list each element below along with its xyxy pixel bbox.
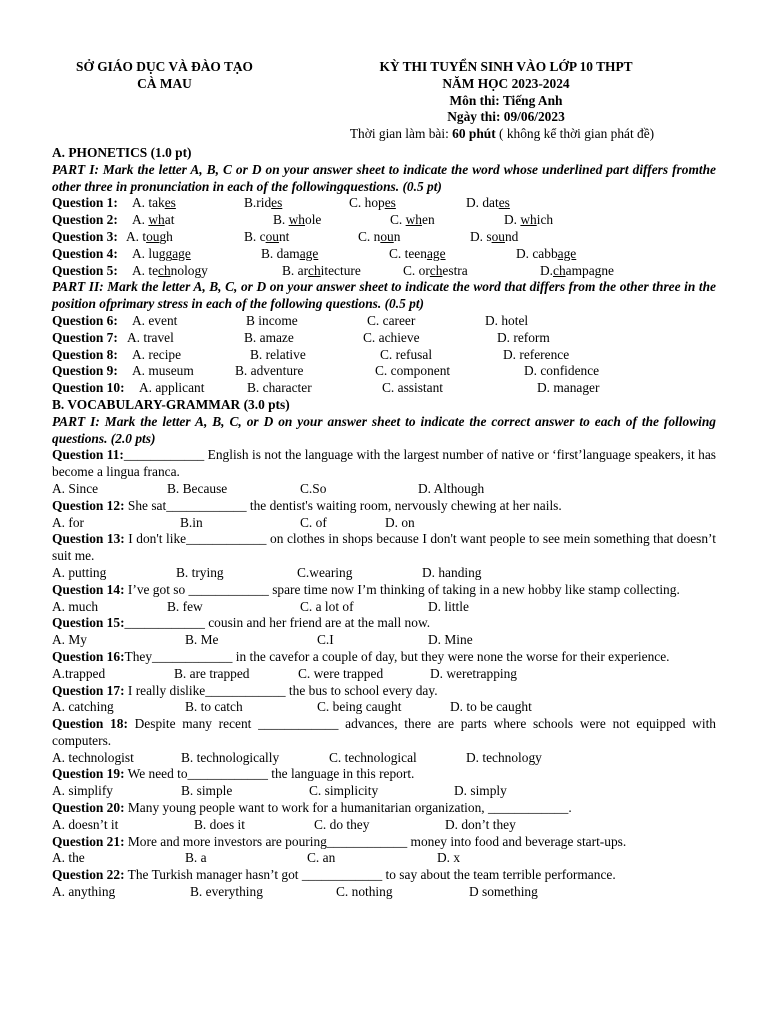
option-b[interactable]: B. few [167,598,203,614]
question-22-options [52,884,716,901]
option-c[interactable]: C. teenage [389,245,446,261]
exam-page [52,59,716,901]
section-b-part1-instruction: PART I: Mark the letter A, B, C, or D on your answer sheet to indicate the correct answer to each of the following questions. (2.0 pts) [52,413,716,446]
question-4 [52,246,716,263]
question-19-options [52,783,716,800]
question-17-options [52,699,716,716]
option-d[interactable]: D. Although [418,480,485,496]
option-b[interactable]: B.rides [244,195,283,211]
option-c[interactable]: C. being caught [317,699,402,715]
question-22-stem: Question 22: The Turkish manager hasn’t got ____________ to say about the team terrible performance. [52,867,616,883]
question-label: Question 7: [52,329,118,345]
question-label: Question 9: [52,363,118,379]
option-c[interactable]: C. simplicity [309,783,379,799]
option-c[interactable]: C.wearing [297,564,353,580]
option-d[interactable]: D. manager [537,380,600,396]
option-b[interactable]: B.in [180,514,203,530]
option-a[interactable]: A. anything [52,884,116,900]
option-c[interactable]: C.I [317,632,334,648]
option-c[interactable]: C. of [300,514,327,530]
option-b[interactable]: B. relative [250,346,306,362]
question-21-options [52,850,716,867]
option-b[interactable]: B. Me [185,632,219,648]
school-year: NĂM HỌC 2023-2024 [442,75,570,91]
option-a[interactable]: A. luggage [132,245,191,261]
option-a[interactable]: A. technology [132,262,208,278]
option-b[interactable]: B. amaze [244,329,294,345]
option-d[interactable]: D. cabbage [516,245,577,261]
option-d[interactable]: D. x [437,850,461,866]
option-d[interactable]: D. Mine [428,632,473,648]
option-b[interactable]: B. adventure [235,363,304,379]
option-d[interactable]: D. dates [466,195,510,211]
option-d[interactable]: D. hotel [485,312,529,328]
option-c[interactable]: C. achieve [363,329,420,345]
option-c[interactable]: C. orchestra [403,262,468,278]
question-8 [52,347,716,364]
question-15-options [52,632,716,649]
question-1 [52,195,716,212]
issuing-department [52,59,277,93]
option-b[interactable]: B. count [244,228,290,244]
question-17-stem: Question 17: I really dislike____________ the bus to school every day. [52,682,438,698]
option-b[interactable]: B. Because [167,480,228,496]
question-3 [52,229,716,246]
option-c[interactable]: C. career [367,312,416,328]
question-label: Question 2: [52,212,118,228]
question-13-stem: Question 13: I don't like____________ on clothes in shops because I don't want people to see mein something that doesn’t suit me. [52,531,716,564]
option-d[interactable]: D. technology [466,749,542,765]
question-12-options [52,515,716,532]
option-b[interactable]: B. to catch [185,699,243,715]
question-16-options [52,666,716,683]
option-a[interactable]: A. putting [52,564,107,580]
option-d[interactable]: D. little [428,598,469,614]
option-a[interactable]: A. tough [126,228,173,244]
question-10 [52,380,716,397]
option-c[interactable]: C. noun [358,228,401,244]
option-d[interactable]: D. reference [503,346,570,362]
question-20-options [52,817,716,834]
option-c[interactable]: C. component [375,363,451,379]
question-16-stem: Question 16:They____________ in the cavefor a couple of day, but they were none the worse for their experience. [52,648,670,664]
question-20-stem: Question 20: Many young people want to work for a humanitarian organization, ____________. [52,800,572,816]
exam-subject: Môn thi: Tiếng Anh [449,92,563,108]
option-b[interactable]: B. character [247,380,312,396]
exam-title-block [317,59,695,143]
option-b[interactable]: B. are trapped [174,665,250,681]
option-a[interactable]: A. what [132,212,175,228]
option-a[interactable]: A. the [52,850,85,866]
question-12-stem: Question 12: She sat____________ the dentist's waiting room, nervously chewing at her nails. [52,497,562,513]
question-14-stem: Question 14: I’ve got so ____________ spare time now I’m thinking of taking in a new hobby like stamp collecting. [52,581,680,597]
option-c[interactable]: C. were trapped [298,665,384,681]
question-label: Question 6: [52,312,118,328]
option-a[interactable]: A. museum [132,363,194,379]
section-a-title: A. PHONETICS (1.0 pt) [52,145,192,160]
question-label: Question 5: [52,262,118,278]
option-c[interactable]: C. nothing [336,884,393,900]
option-a[interactable]: A.trapped [52,665,106,681]
section-b-title: B. VOCABULARY-GRAMMAR (3.0 pts) [52,396,290,412]
option-a[interactable]: A. takes [132,195,176,211]
question-18-stem: Question 18: Despite many recent ____________ advances, there are parts where schools were not equipped with computers. [52,716,716,748]
option-d[interactable]: D something [469,884,538,900]
question-18-options [52,750,716,767]
department-name: SỞ GIÁO DỤC VÀ ĐÀO TẠO [76,59,253,74]
option-c[interactable]: C. a lot of [300,598,354,614]
option-d[interactable]: D. on [385,514,415,530]
option-d[interactable]: D. don’t they [445,816,516,832]
question-label: Question 4: [52,245,118,261]
option-d[interactable]: D. reform [497,329,550,345]
question-13-options [52,565,716,582]
option-b[interactable]: B. whole [273,212,322,228]
question-label: Question 10: [52,380,125,396]
option-c[interactable]: C. do they [314,816,370,832]
question-label: Question 3: [52,228,118,244]
option-a[interactable]: A. recipe [132,346,182,362]
option-d[interactable]: D. sound [470,228,519,244]
option-b[interactable]: B. does it [194,816,245,832]
question-6 [52,313,716,330]
option-d[interactable]: D. weretrapping [430,665,518,681]
option-b[interactable]: B. architecture [282,262,361,278]
option-a[interactable]: A. travel [127,329,174,345]
question-14-options [52,599,716,616]
option-d[interactable]: D. confidence [524,363,600,379]
option-a[interactable]: A. doesn’t it [52,816,119,832]
option-a[interactable]: A. much [52,598,99,614]
section-a-part2-instruction: PART II: Mark the letter A, B, C, or D on your answer sheet to indicate the word that differs from the other three in the position ofprimary stress in each of the following questions. (0.5 pt) [52,279,716,312]
option-b[interactable]: B. everything [190,884,263,900]
option-a[interactable]: A. applicant [139,380,205,396]
option-a[interactable]: A. for [52,514,84,530]
exam-title: KỲ THI TUYỂN SINH VÀO LỚP 10 THPT [379,59,633,74]
option-d[interactable]: D. simply [454,783,507,799]
option-d[interactable]: D. to be caught [450,699,532,715]
option-c[interactable]: C.So [300,480,327,496]
question-19-stem: Question 19: We need to____________ the language in this report. [52,766,415,782]
option-a[interactable]: A. My [52,632,87,648]
option-d[interactable]: D.champagne [540,262,615,278]
option-a[interactable]: A. Since [52,480,99,496]
option-c[interactable]: C. assistant [382,380,444,396]
exam-date: Ngày thi: 09/06/2023 [447,109,565,125]
option-b[interactable]: B. simple [181,783,233,799]
option-a[interactable]: A. technologist [52,749,134,765]
option-d[interactable]: D. which [504,212,554,228]
province-name: CÀ MAU [137,75,192,91]
question-label: Question 8: [52,346,118,362]
question-5 [52,263,716,280]
section-a-part1-instruction: PART I: Mark the letter A, B, C or D on your answer sheet to indicate the word whose underlined part differs fromthe other three in pronunciation in each of the followingquestions. (0.5 pt) [52,161,716,194]
option-c[interactable]: C. technological [329,749,417,765]
option-c[interactable]: C. an [307,850,336,866]
option-a[interactable]: A. simplify [52,783,114,799]
option-c[interactable]: C. when [390,212,435,228]
exam-header [52,59,716,145]
option-b[interactable]: B. damage [261,245,319,261]
question-11-options [52,481,716,498]
question-label: Question 1: [52,195,118,211]
question-11-stem: Question 11:____________ English is not the language with the largest number of native or ‘first’language speakers, it has become a lingua franca. [52,447,716,480]
option-c[interactable]: C. refusal [380,346,433,362]
question-9 [52,363,716,380]
question-7 [52,330,716,347]
option-a[interactable]: A. event [132,312,178,328]
option-c[interactable]: C. hopes [349,195,396,211]
option-b[interactable]: B. technologically [181,749,280,765]
exam-duration: Thời gian làm bài: 60 phút ( không kể thời gian phát đề) [349,126,655,142]
option-b[interactable]: B. a [185,850,207,866]
question-15-stem: Question 15:____________ cousin and her friend are at the mall now. [52,615,431,631]
option-d[interactable]: D. handing [422,564,482,580]
question-2 [52,212,716,229]
option-a[interactable]: A. catching [52,699,114,715]
question-21-stem: Question 21: More and more investors are pouring____________ money into food and beverage start-ups. [52,833,627,849]
option-b[interactable]: B. trying [176,564,224,580]
option-b[interactable]: B income [246,312,298,328]
